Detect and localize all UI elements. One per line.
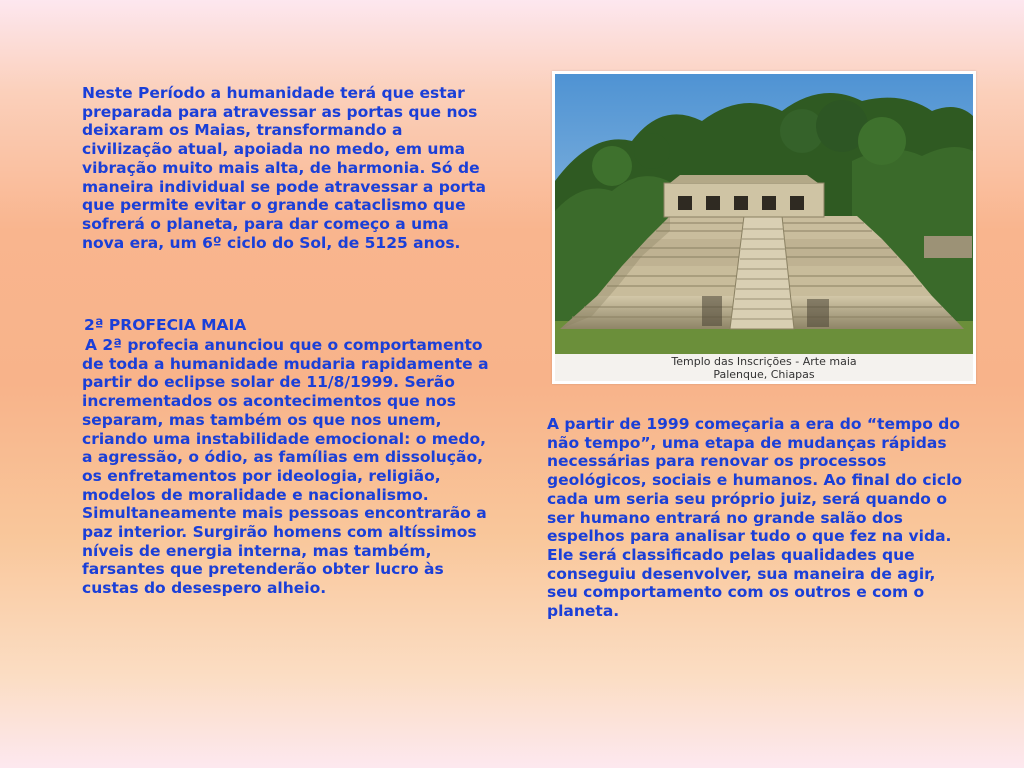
photo-caption-line1: Templo das Inscrições - Arte maia bbox=[671, 355, 857, 368]
intro-paragraph: Neste Período a humanidade terá que estar preparada para atravessar as portas que nos deixaram os Maias, transformando a civilização atual, apoiada no medo, em uma vibração muito mais alta, de harmonia. Só de maneira individual se pode atravessar a porta que permite evitar o grande cataclismo que sofrerá o planeta, para dar começo a uma nova era, um 6º ciclo do Sol, de 5125 anos. bbox=[82, 84, 486, 252]
temple-illustration bbox=[552, 71, 976, 384]
right-paragraph: A partir de 1999 começaria a era do “tempo do não tempo”, uma etapa de mudanças rápidas necessárias para renovar os processos geológicos, sociais e humanos. Ao final do ciclo cada um seria seu próprio juiz, será quando o ser humano entrará no grande salão dos espelhos para analisar tudo o que fez na vida. Ele será classificado pelas qualidades que conseguiu desenvolver, sua maneira de agir, seu comportamento com os outros e com o planeta. bbox=[547, 415, 963, 621]
temple-photo bbox=[552, 71, 976, 384]
distant-ruin bbox=[924, 236, 972, 258]
prophecy-heading: 2ª PROFECIA MAIA bbox=[84, 316, 247, 334]
prophecy-paragraph: A 2ª profecia anunciou que o comportamento de toda a humanidade mudaria rapidamente a partir do eclipse solar de 11/8/1999. Serão incrementados os acontecimentos que nos separam, mas também os que nos unem, criando uma instabilidade emocional: o medo, a agressão, o ódio, as famílias em dissolução, os enfretamentos por ideologia, religião, modelos de moralidade e nacionalismo. Simultaneamente mais pessoas encontrarão a paz interior. Surgirão homens com altíssimos níveis de energia interna, mas também, farsantes que pretenderão obter lucro às custas do desespero alheio. bbox=[82, 336, 489, 598]
photo-caption-line2: Palenque, Chiapas bbox=[713, 368, 815, 381]
